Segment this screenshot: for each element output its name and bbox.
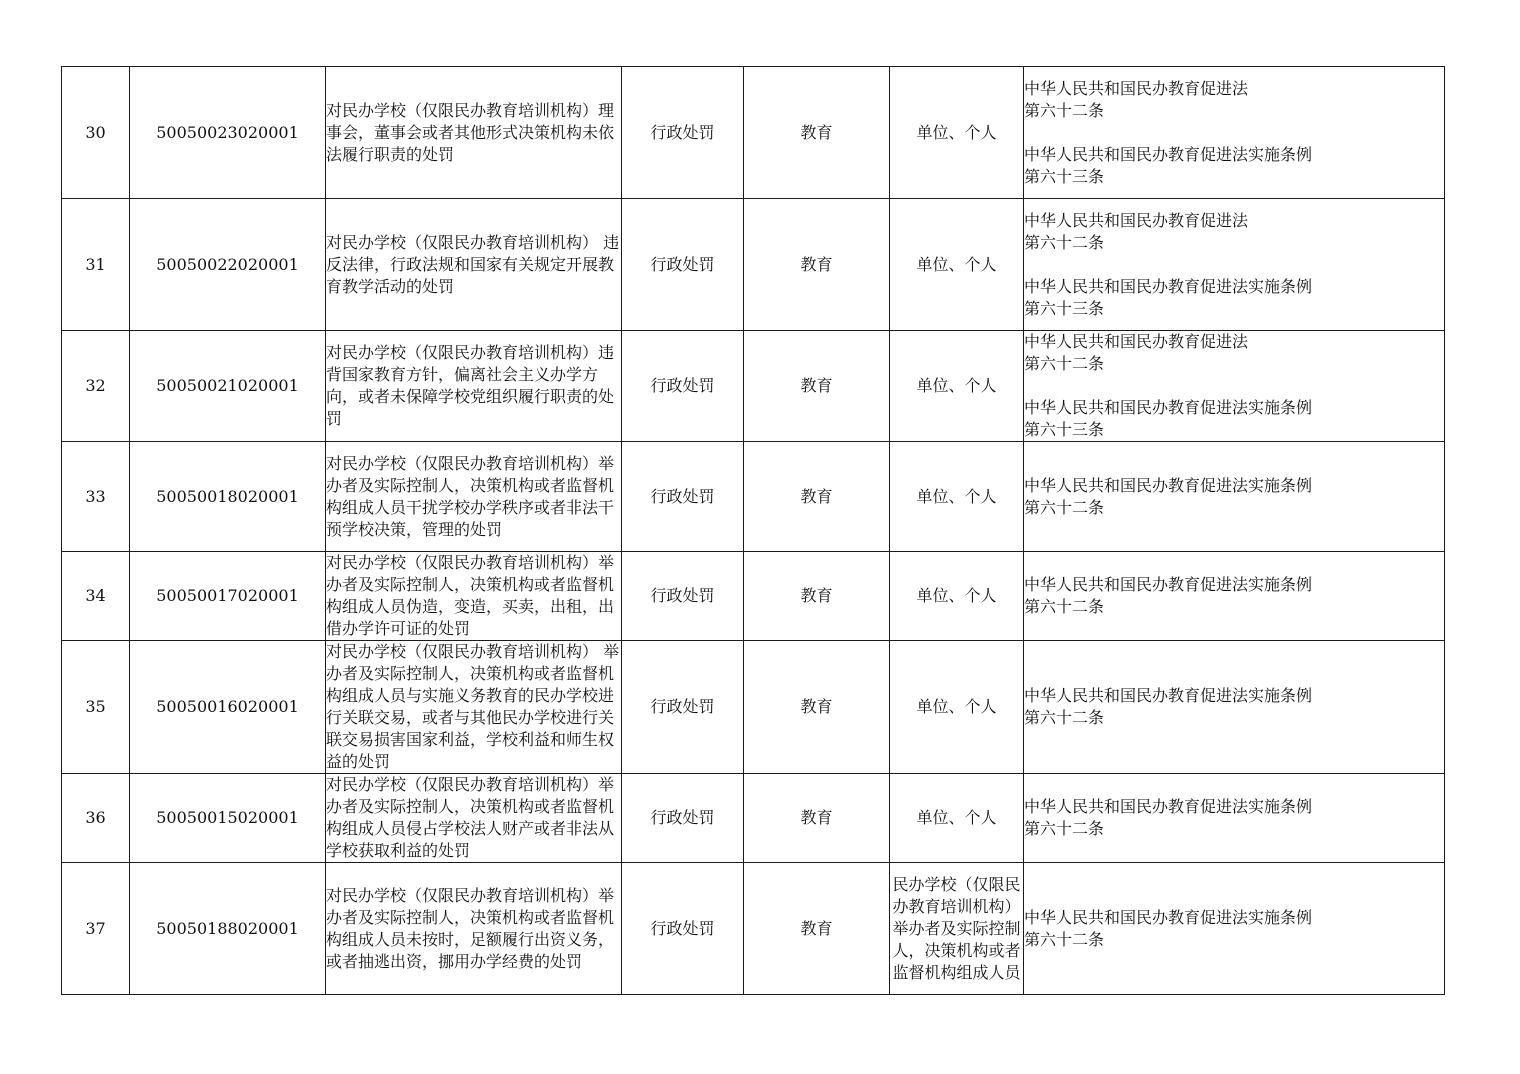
table-row xyxy=(62,442,1445,552)
table-row xyxy=(62,331,1445,442)
item-subject: 单位、个人 xyxy=(890,331,1024,442)
row-number: 34 xyxy=(62,552,130,641)
item-field: 教育 xyxy=(744,442,890,552)
penalty-items-table xyxy=(61,66,1445,995)
item-field: 教育 xyxy=(744,67,890,199)
item-name: 对民办学校（仅限民办教育培训机构）举办者及实际控制人，决策机构或者监督机构组成人员干扰学校办学秩序或者非法干预学校决策，管理的处罚 xyxy=(326,442,622,552)
item-name: 对民办学校（仅限民办教育培训机构） 违反法律，行政法规和国家有关规定开展教育教学活动的处罚 xyxy=(326,199,622,331)
item-type: 行政处罚 xyxy=(622,67,744,199)
item-type: 行政处罚 xyxy=(622,641,744,774)
item-type: 行政处罚 xyxy=(622,552,744,641)
row-number: 36 xyxy=(62,774,130,863)
item-code: 50050021020001 xyxy=(130,331,326,442)
table-row xyxy=(62,67,1445,199)
item-field: 教育 xyxy=(744,331,890,442)
item-subject: 单位、个人 xyxy=(890,67,1024,199)
item-field: 教育 xyxy=(744,774,890,863)
legal-basis: 中华人民共和国民办教育促进法实施条例 第六十二条 xyxy=(1024,552,1445,641)
item-field: 教育 xyxy=(744,641,890,774)
item-type: 行政处罚 xyxy=(622,774,744,863)
table-row xyxy=(62,863,1445,995)
row-number: 32 xyxy=(62,331,130,442)
item-name: 对民办学校（仅限民办教育培训机构）举办者及实际控制人，决策机构或者监督机构组成人员侵占学校法人财产或者非法从学校获取利益的处罚 xyxy=(326,774,622,863)
item-name: 对民办学校（仅限民办教育培训机构）违背国家教育方针，偏离社会主义办学方向，或者未保障学校党组织履行职责的处罚 xyxy=(326,331,622,442)
legal-basis: 中华人民共和国民办教育促进法 第六十二条 中华人民共和国民办教育促进法实施条例 第六十三条 xyxy=(1024,331,1445,442)
item-type: 行政处罚 xyxy=(622,442,744,552)
item-code: 50050022020001 xyxy=(130,199,326,331)
row-number: 33 xyxy=(62,442,130,552)
item-subject: 单位、个人 xyxy=(890,442,1024,552)
item-field: 教育 xyxy=(744,199,890,331)
item-code: 50050188020001 xyxy=(130,863,326,995)
item-name: 对民办学校（仅限民办教育培训机构） 举办者及实际控制人，决策机构或者监督机构组成人员与实施义务教育的民办学校进行关联交易，或者与其他民办学校进行关联交易损害国家利益，学校利益和师生权益的处罚 xyxy=(326,641,622,774)
legal-basis: 中华人民共和国民办教育促进法实施条例 第六十二条 xyxy=(1024,442,1445,552)
item-code: 50050017020001 xyxy=(130,552,326,641)
item-code: 50050016020001 xyxy=(130,641,326,774)
item-name: 对民办学校（仅限民办教育培训机构）举办者及实际控制人，决策机构或者监督机构组成人员未按时，足额履行出资义务，或者抽逃出资，挪用办学经费的处罚 xyxy=(326,863,622,995)
row-number: 31 xyxy=(62,199,130,331)
item-name: 对民办学校（仅限民办教育培训机构）理事会，董事会或者其他形式决策机构未依法履行职责的处罚 xyxy=(326,67,622,199)
item-type: 行政处罚 xyxy=(622,863,744,995)
legal-basis: 中华人民共和国民办教育促进法 第六十二条 中华人民共和国民办教育促进法实施条例 第六十三条 xyxy=(1024,67,1445,199)
table-row xyxy=(62,774,1445,863)
table-row xyxy=(62,199,1445,331)
row-number: 35 xyxy=(62,641,130,774)
item-subject: 民办学校（仅限民办教育培训机构）举办者及实际控制人，决策机构或者监督机构组成人员 xyxy=(890,863,1024,995)
item-field: 教育 xyxy=(744,863,890,995)
table-row xyxy=(62,552,1445,641)
item-field: 教育 xyxy=(744,552,890,641)
legal-basis: 中华人民共和国民办教育促进法实施条例 第六十二条 xyxy=(1024,641,1445,774)
item-subject: 单位、个人 xyxy=(890,552,1024,641)
legal-basis: 中华人民共和国民办教育促进法实施条例 第六十二条 xyxy=(1024,774,1445,863)
legal-basis: 中华人民共和国民办教育促进法 第六十二条 中华人民共和国民办教育促进法实施条例 第六十三条 xyxy=(1024,199,1445,331)
item-name: 对民办学校（仅限民办教育培训机构）举办者及实际控制人，决策机构或者监督机构组成人员伪造，变造，买卖，出租，出借办学许可证的处罚 xyxy=(326,552,622,641)
item-subject: 单位、个人 xyxy=(890,199,1024,331)
item-type: 行政处罚 xyxy=(622,199,744,331)
row-number: 30 xyxy=(62,67,130,199)
item-code: 50050018020001 xyxy=(130,442,326,552)
item-subject: 单位、个人 xyxy=(890,641,1024,774)
item-code: 50050015020001 xyxy=(130,774,326,863)
table-row xyxy=(62,641,1445,774)
row-number: 37 xyxy=(62,863,130,995)
item-type: 行政处罚 xyxy=(622,331,744,442)
item-code: 50050023020001 xyxy=(130,67,326,199)
legal-basis: 中华人民共和国民办教育促进法实施条例 第六十二条 xyxy=(1024,863,1445,995)
item-subject: 单位、个人 xyxy=(890,774,1024,863)
